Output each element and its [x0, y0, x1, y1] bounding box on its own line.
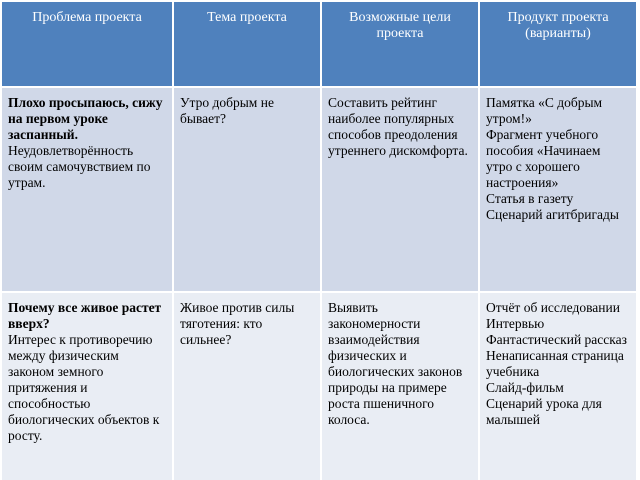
table-row: [1, 292, 637, 480]
header-goals-label: Возможные цели проекта: [349, 10, 451, 41]
topic-text: Утро добрым не бывает?: [180, 95, 274, 126]
topic-cell: [173, 292, 321, 480]
product-cell: [479, 292, 637, 480]
header-product: [479, 1, 637, 87]
problem-detail: Неудовлетворённость своим самочувствием по утрам.: [8, 143, 151, 190]
product-item: Отчёт об исследовании: [486, 300, 620, 315]
product-item: Сценарий агитбригады: [486, 207, 619, 222]
goal-text: Выявить закономерности взаимодействия физических и биологических законов природы на примере роста пшеничного колоса.: [328, 300, 463, 427]
goal-cell: [321, 292, 479, 480]
header-product-label: Продукт проекта (варианты): [507, 10, 609, 41]
header-row: [1, 1, 637, 87]
problem-question: Плохо просыпаюсь, сижу на первом уроке заспанный.: [8, 95, 163, 142]
header-topic-label: Тема проекта: [207, 10, 287, 25]
product-cell: [479, 87, 637, 292]
product-item: Статья в газету: [486, 191, 574, 206]
topic-text: Живое против силы тяготения: кто сильнее?: [180, 300, 295, 347]
table-row: [1, 87, 637, 292]
problem-question: Почему все живое растет вверх?: [8, 300, 162, 331]
product-item: Интервью: [486, 316, 545, 331]
product-item: Слайд-фильм: [486, 380, 564, 395]
problem-cell: [1, 292, 173, 480]
product-item: Сценарий урока для малышей: [486, 396, 602, 427]
product-item: Фрагмент учебного пособия «Начинаем утро с хорошего настроения»: [486, 127, 601, 190]
product-item: Памятка «С добрым утром!»: [486, 95, 603, 126]
goal-text: Составить рейтинг наиболее популярных способов преодоления утреннего дискомфорта.: [328, 95, 468, 158]
problem-detail: Интерес к противоречию между физическим законом земного притяжения и способностью биологических объектов к росту.: [8, 332, 160, 443]
header-goals: [321, 1, 479, 87]
topic-cell: [173, 87, 321, 292]
header-problem-label: Проблема проекта: [32, 10, 142, 25]
goal-cell: [321, 87, 479, 292]
header-topic: [173, 1, 321, 87]
product-item: Ненаписанная страница учебника: [486, 348, 624, 379]
header-problem: [1, 1, 173, 87]
product-item: Фантастический рассказ: [486, 332, 627, 347]
problem-cell: [1, 87, 173, 292]
